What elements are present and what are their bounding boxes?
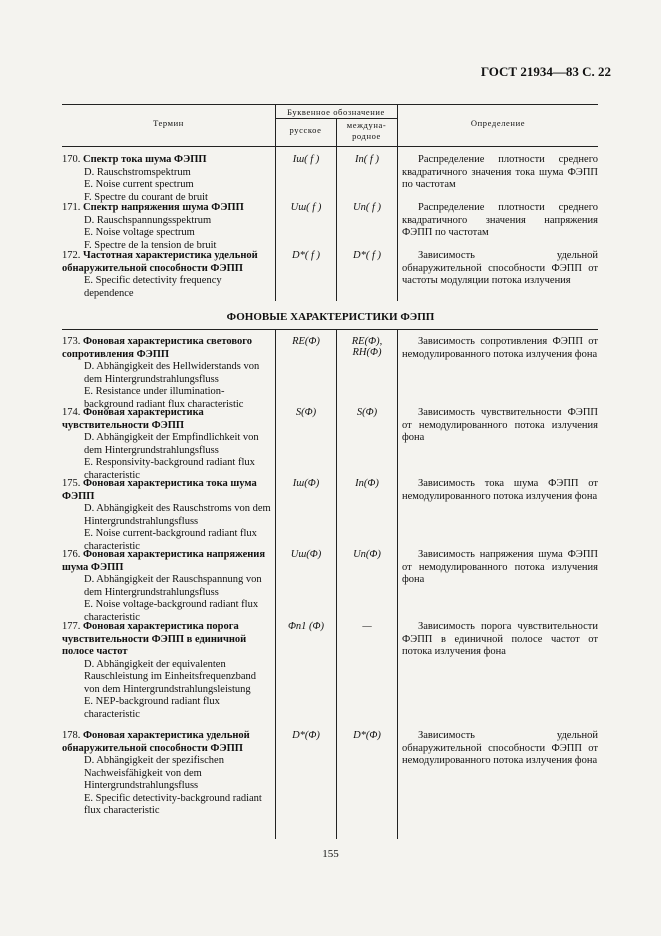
term-entry (62, 250, 272, 300)
term-definition: Зависимость напряжения шума ФЭПП от немодулированного потока излучения фона (402, 549, 598, 585)
table-header-bottom-rule (62, 146, 598, 147)
term-name: Фоновая характеристика удельной обнаружительной способности ФЭПП (62, 730, 250, 754)
term-definition: Зависимость чувствительности ФЭПП от немодулированного потока излучения фона (402, 407, 598, 443)
foreign-equivalent: E. Responsivity-background radiant flux characteristic (84, 457, 255, 481)
term-definition: Зависимость удельной обнаружительной способности ФЭПП от частоты модуляции потока излучения (402, 250, 598, 286)
symbol-international: RE(Φ), RH(Φ) (351, 336, 383, 358)
term-entry (62, 478, 272, 553)
column-divider-3b (397, 329, 398, 839)
term-number: 177. (62, 621, 83, 632)
term-title (62, 154, 272, 167)
foreign-equivalent: E. Noise current-background radiant flux characteristic (84, 528, 257, 552)
term-title (62, 478, 272, 503)
term-definition: Зависимость удельной обнаружительной способности ФЭПП от немодулированного потока излучения фона (402, 730, 598, 766)
foreign-equivalent: D. Abhängigkeit des Rauschstroms von dem Hintergrundstrahlungsfluss (84, 503, 271, 527)
term-title (62, 250, 272, 275)
foreign-equivalent: E. Noise voltage spectrum (84, 227, 195, 238)
symbol-international: — (362, 621, 372, 632)
foreign-equivalent: E. Noise current spectrum (84, 179, 194, 190)
header-designation: Буквенное обозначение (287, 107, 385, 117)
term-definition: Распределение плотности среднего квадратичного значения напряжения ФЭПП по частотам (402, 202, 598, 238)
foreign-equivalent: D. Abhängigkeit der Rauschspannung von dem Hintergrundstrahlungsfluss (84, 574, 262, 598)
column-divider-3 (397, 104, 398, 301)
foreign-equivalent: D. Abhängigkeit des Hellwiderstands von dem Hintergrundstrahlungsfluss (84, 361, 260, 385)
term-entry (62, 336, 272, 411)
section-title: ФОНОВЫЕ ХАРАКТЕРИСТИКИ ФЭПП (226, 311, 435, 323)
symbol-russian: Uш( f ) (290, 202, 322, 213)
term-number: 172. (62, 250, 83, 261)
term-name: Спектр тока шума ФЭПП (83, 154, 207, 165)
foreign-equivalent: E. Resistance under illumination-background radiant flux characteristic (84, 386, 244, 410)
term-title (62, 407, 272, 432)
symbol-international: Un( f ) (353, 202, 381, 213)
term-name: Спектр напряжения шума ФЭПП (83, 202, 244, 213)
term-title (62, 730, 272, 755)
symbol-russian: D*(Φ) (292, 730, 320, 741)
term-number: 176. (62, 549, 83, 560)
term-name: Фоновая характеристика порога чувствительности ФЭПП в единичной полосе частот (62, 621, 247, 657)
term-title (62, 549, 272, 574)
foreign-equivalent: F. Spectre de la tension de bruit (84, 239, 217, 251)
term-name: Фоновая характеристика чувствительности ФЭПП (62, 407, 204, 431)
foreign-equivalent: F. Spectre du courant de bruit (84, 191, 208, 203)
foreign-equivalent: D. Abhängigkeit der Empfindlichkeit von dem Hintergrundstrahlungsfluss (84, 432, 259, 456)
foreign-equivalent: D. Rauschstromspektrum (84, 166, 191, 178)
page-number: 155 (322, 848, 339, 860)
term-entry (62, 154, 272, 204)
symbol-international: S(Φ) (356, 407, 378, 418)
symbol-russian: S(Φ) (295, 407, 317, 418)
symbol-international: D*( f ) (353, 250, 381, 261)
term-number: 174. (62, 407, 83, 418)
symbol-international: Un(Φ) (353, 549, 381, 560)
term-number: 178. (62, 730, 83, 741)
term-name: Фоновая характеристика напряжения шума ФЭПП (62, 549, 266, 573)
header-definition: Определение (470, 118, 526, 128)
term-number: 171. (62, 202, 83, 213)
term-entry (62, 549, 272, 624)
term-title (62, 336, 272, 361)
foreign-equivalent: E. Noise voltage-background radiant flux characteristic (84, 599, 259, 623)
column-divider-1b (275, 329, 276, 839)
term-entry (62, 407, 272, 482)
term-title (62, 202, 272, 215)
foreign-equivalent: D. Abhängigkeit der spezifischen Nachweisfähigkeit von dem Hintergrundstrahlungsfluss (84, 755, 224, 791)
term-definition: Зависимость сопротивления ФЭПП от немодулированного потока излучения фона (402, 336, 598, 360)
symbol-international: D*(Φ) (353, 730, 381, 741)
table-top-rule (62, 104, 598, 105)
foreign-equivalent: D. Rauschspannungsspektrum (84, 214, 212, 226)
term-entry (62, 730, 272, 818)
symbol-russian: Iш(Φ) (292, 478, 320, 489)
term-definition: Зависимость порога чувствительности ФЭПП в единичной полосе частот от потока излучения фона (402, 621, 598, 657)
header-terms: Термин (153, 118, 184, 128)
term-entry (62, 202, 272, 252)
term-number: 175. (62, 478, 83, 489)
symbol-international: In( f ) (355, 154, 379, 165)
foreign-equivalent: E. NEP-background radiant flux characteristic (84, 696, 220, 720)
foreign-equivalent: E. Specific detectivity-background radiant flux characteristic (84, 792, 262, 816)
term-name: Фоновая характеристика тока шума ФЭПП (62, 478, 257, 502)
term-definition: Распределение плотности среднего квадратичного значения тока шума ФЭПП по частотам (402, 154, 598, 190)
column-divider-2b (336, 329, 337, 839)
term-number: 173. (62, 336, 83, 347)
header-international: междуна- родное (346, 120, 387, 141)
term-name: Фоновая характеристика светового сопротивления ФЭПП (62, 336, 252, 360)
section-top-rule (62, 329, 598, 330)
header-russian: русское (289, 125, 322, 135)
term-entry (62, 621, 272, 721)
foreign-equivalent: D. Abhängigkeit der equivalenten Rauschleistung im Einheitsfrequenzband von dem Hintergrundstrahlungsleistung (84, 658, 257, 695)
term-name: Частотная характеристика удельной обнаружительной способности ФЭПП (62, 250, 258, 274)
symbol-russian: Φn1 (Φ) (287, 621, 325, 632)
document-header: ГОСТ 21934—83 С. 22 (480, 64, 611, 79)
symbol-russian: D*( f ) (292, 250, 320, 261)
foreign-equivalent: E. Specific detectivity frequency dependence (84, 275, 222, 299)
term-title (62, 621, 272, 659)
symbol-russian: Iш( f ) (292, 154, 320, 165)
term-number: 170. (62, 154, 83, 165)
symbol-russian: RE(Φ) (292, 336, 320, 347)
symbol-international: In(Φ) (355, 478, 379, 489)
symbol-russian: Uш(Φ) (290, 549, 322, 560)
term-definition: Зависимость тока шума ФЭПП от немодулированного потока излучения фона (402, 478, 598, 502)
column-divider-2 (336, 118, 337, 301)
